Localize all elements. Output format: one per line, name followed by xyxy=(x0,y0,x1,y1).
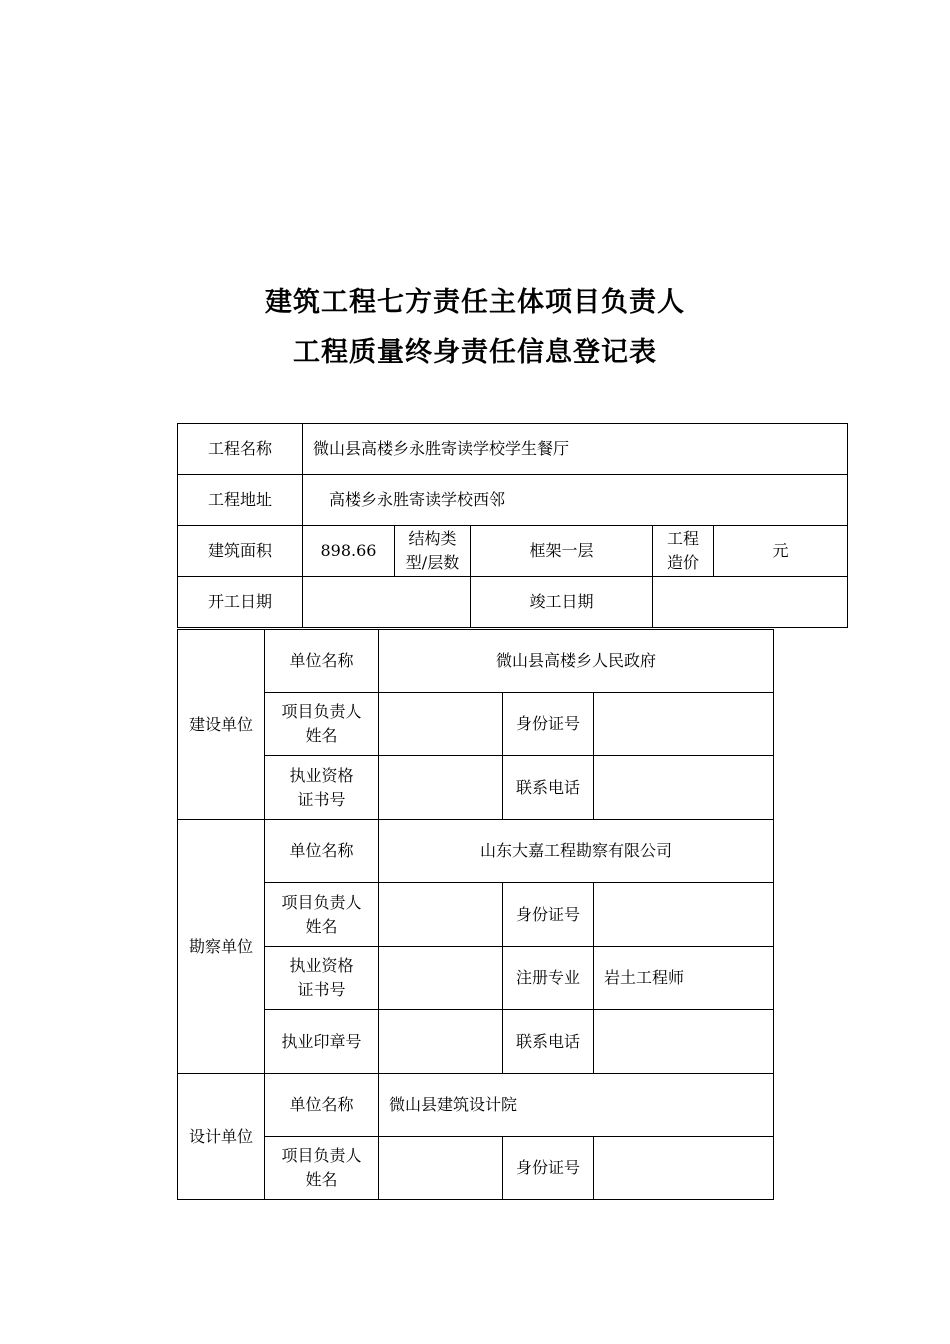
finish-date-value xyxy=(653,577,848,628)
form-title-line1: 建筑工程七方责任主体项目负责人 xyxy=(265,287,685,318)
project-name-row xyxy=(178,424,848,475)
construction-unit-section: 建设单位 xyxy=(178,630,265,820)
survey-unit-name-row xyxy=(178,820,774,883)
design-manager-label: 项目负责人姓名 xyxy=(265,1137,379,1200)
construction-unit-name-value: 微山县高楼乡人民政府 xyxy=(379,630,774,693)
survey-manager-value xyxy=(379,883,503,947)
project-cost-label: 工程造价 xyxy=(653,526,714,577)
project-info-table xyxy=(177,423,848,628)
survey-major-value: 岩土工程师 xyxy=(594,947,774,1010)
construction-license-label: 执业资格证书号 xyxy=(265,756,379,820)
design-unit-name-value: 微山县建筑设计院 xyxy=(379,1074,774,1137)
construction-unit-name-label: 单位名称 xyxy=(265,630,379,693)
project-address-value: 高楼乡永胜寄读学校西邻 xyxy=(303,475,848,526)
survey-unit-name-label: 单位名称 xyxy=(265,820,379,883)
survey-license-value xyxy=(379,947,503,1010)
construction-phone-value xyxy=(594,756,774,820)
design-manager-row xyxy=(178,1137,774,1200)
survey-id-value xyxy=(594,883,774,947)
construction-phone-label: 联系电话 xyxy=(503,756,594,820)
design-id-label: 身份证号 xyxy=(503,1137,594,1200)
survey-seal-row xyxy=(178,1010,774,1074)
start-date-value xyxy=(303,577,471,628)
project-cost-value: 元 xyxy=(714,526,848,577)
survey-seal-label: 执业印章号 xyxy=(265,1010,379,1074)
project-dates-row xyxy=(178,577,848,628)
construction-unit-name-row xyxy=(178,630,774,693)
design-unit-name-row xyxy=(178,1074,774,1137)
building-area-value: 898.66 xyxy=(303,526,395,577)
survey-phone-value xyxy=(594,1010,774,1074)
construction-id-value xyxy=(594,693,774,756)
design-id-value xyxy=(594,1137,774,1200)
construction-license-value xyxy=(379,756,503,820)
survey-manager-label: 项目负责人姓名 xyxy=(265,883,379,947)
construction-manager-row xyxy=(178,693,774,756)
survey-unit-name-value: 山东大嘉工程勘察有限公司 xyxy=(379,820,774,883)
design-manager-value xyxy=(379,1137,503,1200)
project-name-label: 工程名称 xyxy=(178,424,303,475)
survey-seal-value xyxy=(379,1010,503,1074)
construction-manager-value xyxy=(379,693,503,756)
construction-id-label: 身份证号 xyxy=(503,693,594,756)
survey-id-label: 身份证号 xyxy=(503,883,594,947)
structure-type-label: 结构类型/层数 xyxy=(395,526,471,577)
construction-manager-label: 项目负责人姓名 xyxy=(265,693,379,756)
design-unit-name-label: 单位名称 xyxy=(265,1074,379,1137)
project-address-row xyxy=(178,475,848,526)
structure-type-value: 框架一层 xyxy=(471,526,653,577)
design-unit-section: 设计单位 xyxy=(178,1074,265,1200)
project-area-row xyxy=(178,526,848,577)
survey-license-label: 执业资格证书号 xyxy=(265,947,379,1010)
start-date-label: 开工日期 xyxy=(178,577,303,628)
finish-date-label: 竣工日期 xyxy=(471,577,653,628)
survey-manager-row xyxy=(178,883,774,947)
survey-unit-section: 勘察单位 xyxy=(178,820,265,1074)
survey-major-label: 注册专业 xyxy=(503,947,594,1010)
building-area-label: 建筑面积 xyxy=(178,526,303,577)
form-title-line2: 工程质量终身责任信息登记表 xyxy=(293,337,657,368)
construction-license-row xyxy=(178,756,774,820)
project-address-label: 工程地址 xyxy=(178,475,303,526)
survey-license-row xyxy=(178,947,774,1010)
project-name-value: 微山县高楼乡永胜寄读学校学生餐厅 xyxy=(303,424,848,475)
responsible-units-table xyxy=(177,629,774,1200)
survey-phone-label: 联系电话 xyxy=(503,1010,594,1074)
